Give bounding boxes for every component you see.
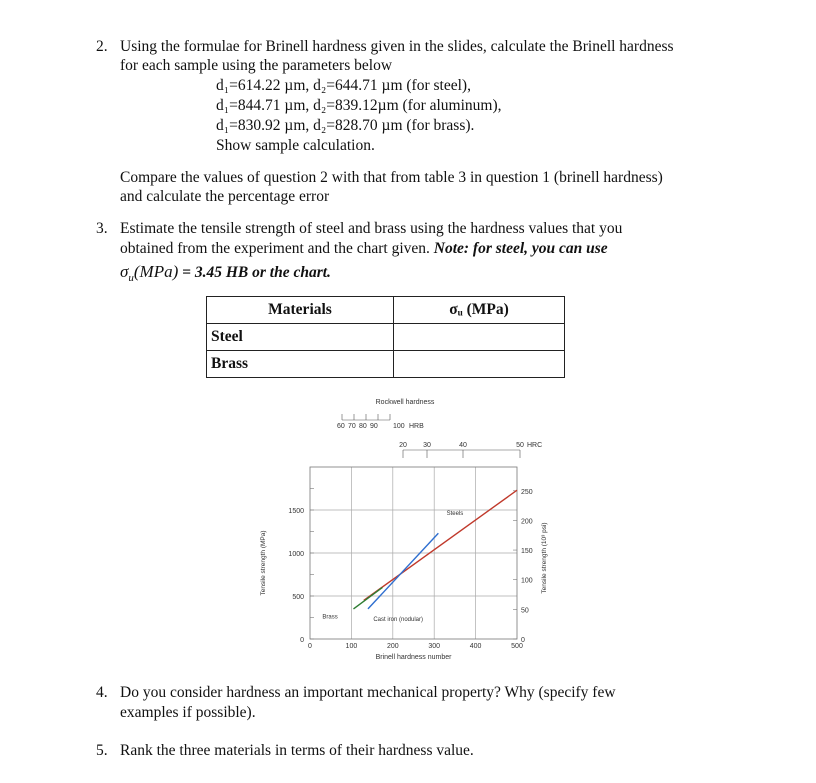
q3-note: Note: for steel, you can use [433, 240, 608, 257]
hrc-label: HRC [527, 442, 543, 449]
series-line-steels [364, 490, 517, 600]
y2-tick-label: 250 [521, 488, 533, 496]
q4-number: 4. [96, 684, 108, 701]
q3-formula-tail: = 3.45 HB or the chart. [178, 264, 331, 281]
row-steel-material: Steel [207, 324, 394, 351]
y2-tick-label: 0 [521, 637, 525, 644]
q3-line2 [120, 239, 608, 258]
hrc-tick-label: 50 [516, 442, 524, 449]
x-tick-label: 300 [428, 643, 441, 650]
q3-line2-plain: obtained from the experiment and the chart given. [120, 240, 434, 257]
q2-compare-line2: and calculate the percentage error [120, 188, 330, 205]
header-sigma: σᵤ (MPa) [394, 297, 565, 324]
hrb-tick-label: 90 [370, 423, 378, 430]
x-axis-title: Brinell hardness number [375, 654, 452, 661]
chart-axes [310, 414, 520, 639]
q2-show-calculation: Show sample calculation. [216, 137, 375, 154]
q5-number: 5. [96, 742, 108, 759]
header-materials: Materials [207, 297, 394, 324]
x-tick-label: 200 [386, 643, 399, 650]
hrb-tick-label: 100 [393, 423, 405, 430]
q3-formula [120, 262, 331, 288]
hrc-tick-label: 40 [459, 442, 467, 449]
chart-grid [310, 467, 517, 639]
q2-line1: Using the formulae for Brinell hardness given in the slides, calculate the Brinell hardness [120, 38, 674, 55]
q2-steel-params: d₁=614.22 µm, d₂=644.71 µm (for steel), [216, 77, 471, 94]
y-tick-label: 1000 [288, 551, 304, 558]
y-tick-label: 500 [292, 594, 304, 601]
materials-table [206, 296, 565, 378]
q3-line1: Estimate the tensile strength of steel and brass using the hardness values that you [120, 220, 623, 237]
q3-number: 3. [96, 220, 108, 237]
rockwell-title: Rockwell hardness [375, 399, 435, 406]
chart-labels [260, 399, 548, 661]
hardness-tensile-chart [255, 392, 555, 672]
x-tick-label: 400 [469, 643, 482, 650]
y2-axis-title: Tensile strength (10³ psi) [541, 522, 548, 594]
y2-tick-label: 150 [521, 548, 533, 556]
hrb-tick-label: 80 [359, 423, 367, 430]
y2-tick-label: 50 [521, 607, 529, 615]
table-header-row [207, 297, 565, 324]
row-brass-value[interactable] [394, 351, 565, 378]
table-row [207, 351, 565, 378]
q2-aluminum-params: d₁=844.71 µm, d₂=839.12µm (for aluminum), [216, 97, 502, 114]
y-tick-label: 1500 [288, 508, 304, 515]
q3-sigma-sub: u [128, 272, 134, 285]
series-label-brass: Brass [322, 614, 338, 621]
x-tick-label: 0 [308, 643, 312, 650]
chart-series [353, 490, 517, 609]
q5-line1: Rank the three materials in terms of their hardness value. [120, 742, 474, 759]
q2-number: 2. [96, 38, 108, 55]
q4-line1: Do you consider hardness an important mechanical property? Why (specify few [120, 684, 616, 701]
y2-tick-label: 100 [521, 577, 533, 585]
q2-line2: for each sample using the parameters below [120, 57, 393, 74]
row-brass-material: Brass [207, 351, 394, 378]
hrc-tick-label: 20 [399, 442, 407, 449]
q3-sigma: σ [120, 262, 129, 281]
hrb-label: HRB [409, 423, 424, 430]
q2-brass-params: d₁=830.92 µm, d₂=828.70 µm (for brass). [216, 117, 475, 134]
y-axis-title: Tensile strength (MPa) [260, 530, 267, 596]
y2-tick-label: 200 [521, 518, 533, 526]
q2-compare-line1: Compare the values of question 2 with that from table 3 in question 1 (brinell hardness) [120, 169, 663, 186]
hrb-tick-label: 70 [348, 423, 356, 430]
series-label-steels: Steels [446, 511, 464, 518]
q4-line2: examples if possible). [120, 704, 256, 721]
series-label-cast-iron: Cast iron (nodular) [373, 616, 424, 623]
q3-mpa: (MPa) [133, 262, 179, 281]
y-tick-label: 0 [300, 637, 304, 644]
series-line-cast-iron-nodular- [368, 533, 438, 609]
hrb-tick-label: 60 [337, 423, 345, 430]
hrc-tick-label: 30 [423, 442, 431, 449]
x-tick-label: 100 [345, 643, 358, 650]
row-steel-value[interactable] [394, 324, 565, 351]
table-row [207, 324, 565, 351]
x-tick-label: 500 [511, 643, 523, 650]
